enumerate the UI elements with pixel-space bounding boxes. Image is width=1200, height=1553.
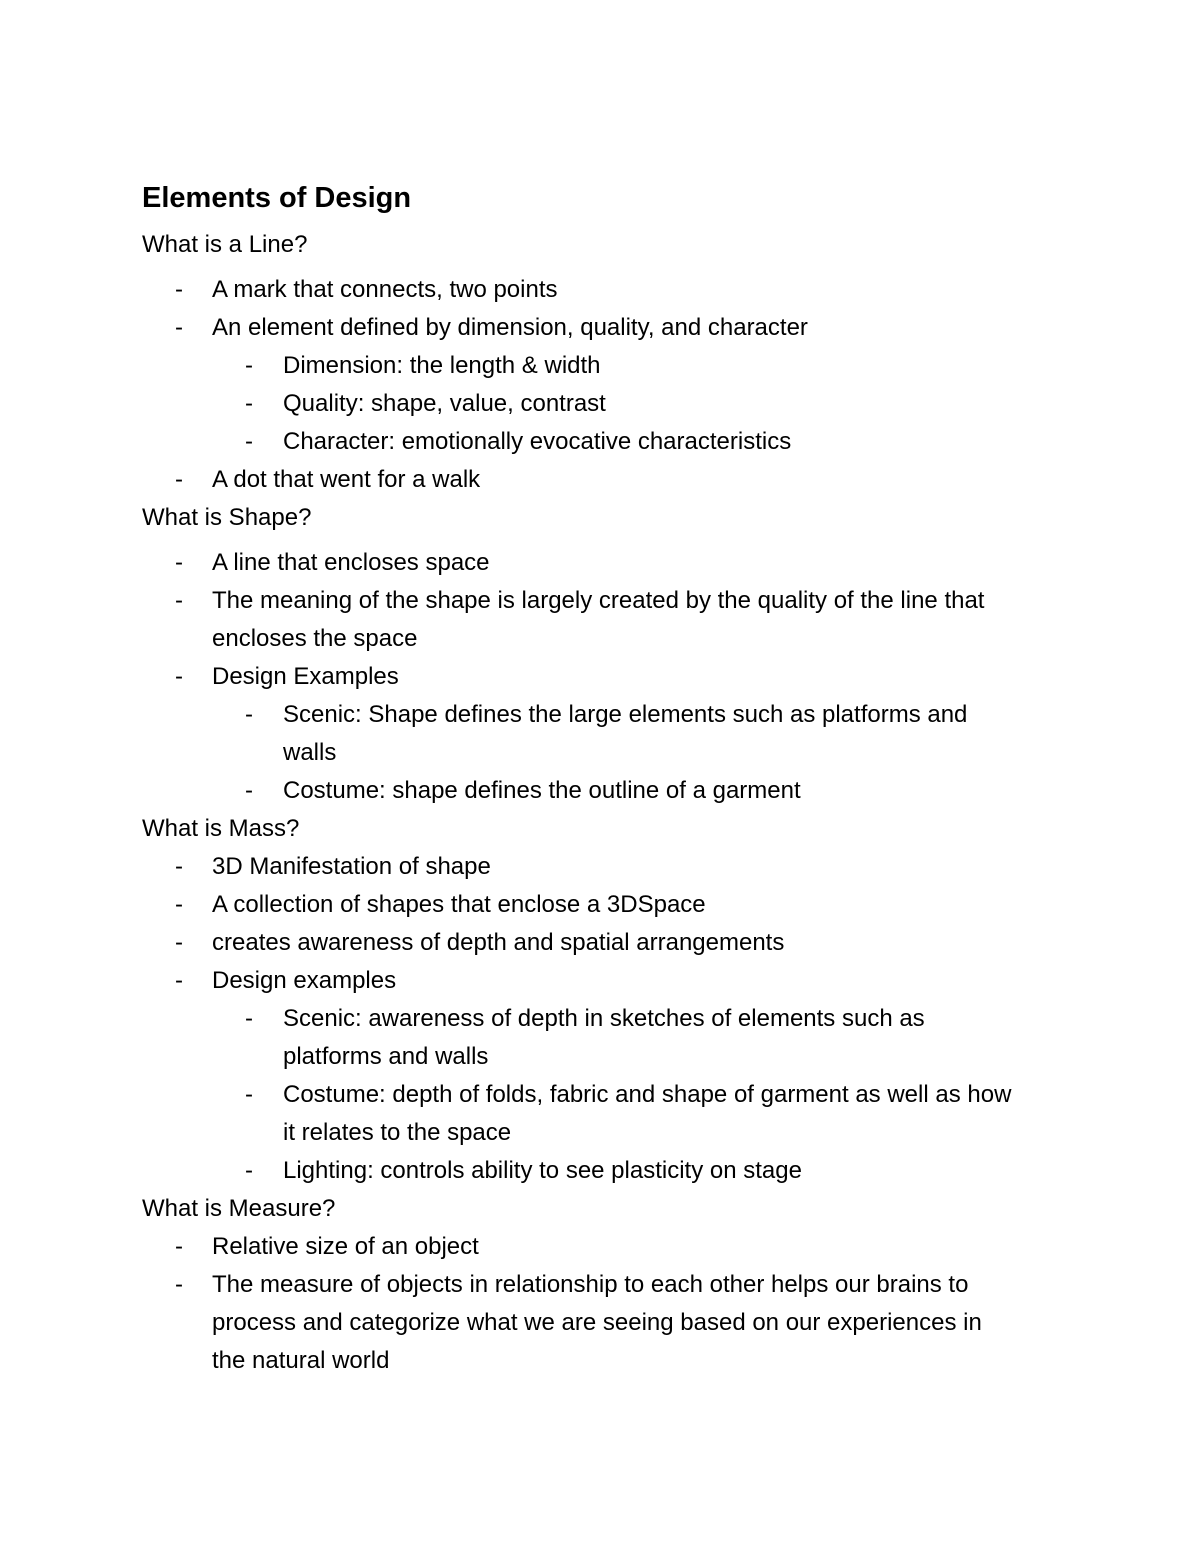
- dash-bullet-icon: -: [175, 853, 183, 880]
- list-item-text: Quality: shape, value, contrast: [283, 390, 606, 417]
- list-item-text: Character: emotionally evocative characteristics: [283, 428, 792, 455]
- list-item-text: An element defined by dimension, quality, and character: [212, 314, 808, 341]
- list-item: [142, 848, 1142, 886]
- list-item: [142, 658, 1142, 696]
- list-item-text: A mark that connects, two points: [212, 276, 558, 303]
- list-item: [142, 1228, 1142, 1266]
- section: [142, 810, 1142, 1190]
- dash-bullet-icon: -: [175, 967, 183, 994]
- section-question: What is Mass?: [142, 815, 300, 842]
- list-item-text: Costume: depth of folds, fabric and shape of garment as well as how it relates to the space: [283, 1081, 1012, 1146]
- list-item: [142, 461, 1142, 499]
- dash-bullet-icon: -: [175, 587, 183, 614]
- list-item: [142, 271, 1142, 309]
- sub-list-item: [142, 1152, 1142, 1190]
- list-item-text: creates awareness of depth and spatial arrangements: [212, 929, 785, 956]
- list-item-text: Dimension: the length & width: [283, 352, 601, 379]
- list-item: [142, 924, 1142, 962]
- document-title: Elements of Design: [142, 182, 412, 214]
- dash-bullet-icon: -: [175, 466, 183, 493]
- dash-bullet-icon: -: [175, 1271, 183, 1298]
- dash-bullet-icon: -: [175, 549, 183, 576]
- section-question: What is Measure?: [142, 1195, 336, 1222]
- list-item-text: A dot that went for a walk: [212, 466, 481, 493]
- dash-bullet-icon: -: [175, 891, 183, 918]
- list-item-text: A line that encloses space: [212, 549, 490, 576]
- dash-bullet-icon: -: [175, 1233, 183, 1260]
- dash-bullet-icon: -: [175, 929, 183, 956]
- list-item: [142, 309, 1142, 347]
- list-item: [142, 544, 1142, 582]
- bullet-list: [142, 271, 1142, 499]
- list-item-text: A collection of shapes that enclose a 3DSpace: [212, 891, 706, 918]
- list-item: [142, 886, 1142, 924]
- dash-bullet-icon: -: [245, 428, 253, 455]
- section-question: What is Shape?: [142, 504, 312, 531]
- list-item-text: Lighting: controls ability to see plasticity on stage: [283, 1157, 802, 1184]
- bullet-list: [142, 544, 1142, 810]
- bullet-list: [142, 1228, 1142, 1380]
- bullet-list: [142, 848, 1142, 1190]
- dash-bullet-icon: -: [245, 777, 253, 804]
- section: [142, 1190, 1142, 1380]
- dash-bullet-icon: -: [245, 1157, 253, 1184]
- list-item-text: Scenic: awareness of depth in sketches of elements such as platforms and walls: [283, 1005, 925, 1070]
- sub-list-item: [142, 347, 1142, 385]
- list-item: [142, 962, 1142, 1000]
- dash-bullet-icon: -: [245, 1005, 253, 1032]
- section: [142, 499, 1142, 810]
- list-item-text: The measure of objects in relationship to each other helps our brains to process and categorize what we are seeing based on our experiences in the natural world: [212, 1271, 982, 1374]
- list-item-text: Design examples: [212, 967, 397, 994]
- list-item-text: Design Examples: [212, 663, 399, 690]
- sub-list-item: [142, 696, 1142, 772]
- document-body: [142, 226, 1142, 1380]
- section: [142, 226, 1142, 499]
- sub-list-item: [142, 1000, 1142, 1076]
- sub-list-item: [142, 772, 1142, 810]
- dash-bullet-icon: -: [245, 390, 253, 417]
- section-question: What is a Line?: [142, 231, 308, 258]
- dash-bullet-icon: -: [245, 1081, 253, 1108]
- sub-list-item: [142, 385, 1142, 423]
- dash-bullet-icon: -: [175, 663, 183, 690]
- dash-bullet-icon: -: [245, 352, 253, 379]
- list-item-text: Costume: shape defines the outline of a garment: [283, 777, 801, 804]
- sub-list-item: [142, 423, 1142, 461]
- list-item: [142, 1266, 1142, 1380]
- dash-bullet-icon: -: [245, 701, 253, 728]
- list-item-text: Scenic: Shape defines the large elements such as platforms and walls: [283, 701, 968, 766]
- dash-bullet-icon: -: [175, 276, 183, 303]
- dash-bullet-icon: -: [175, 314, 183, 341]
- list-item-text: Relative size of an object: [212, 1233, 479, 1260]
- sub-list-item: [142, 1076, 1142, 1152]
- list-item-text: 3D Manifestation of shape: [212, 853, 491, 880]
- list-item: [142, 582, 1142, 658]
- list-item-text: The meaning of the shape is largely created by the quality of the line that encloses the space: [212, 587, 985, 652]
